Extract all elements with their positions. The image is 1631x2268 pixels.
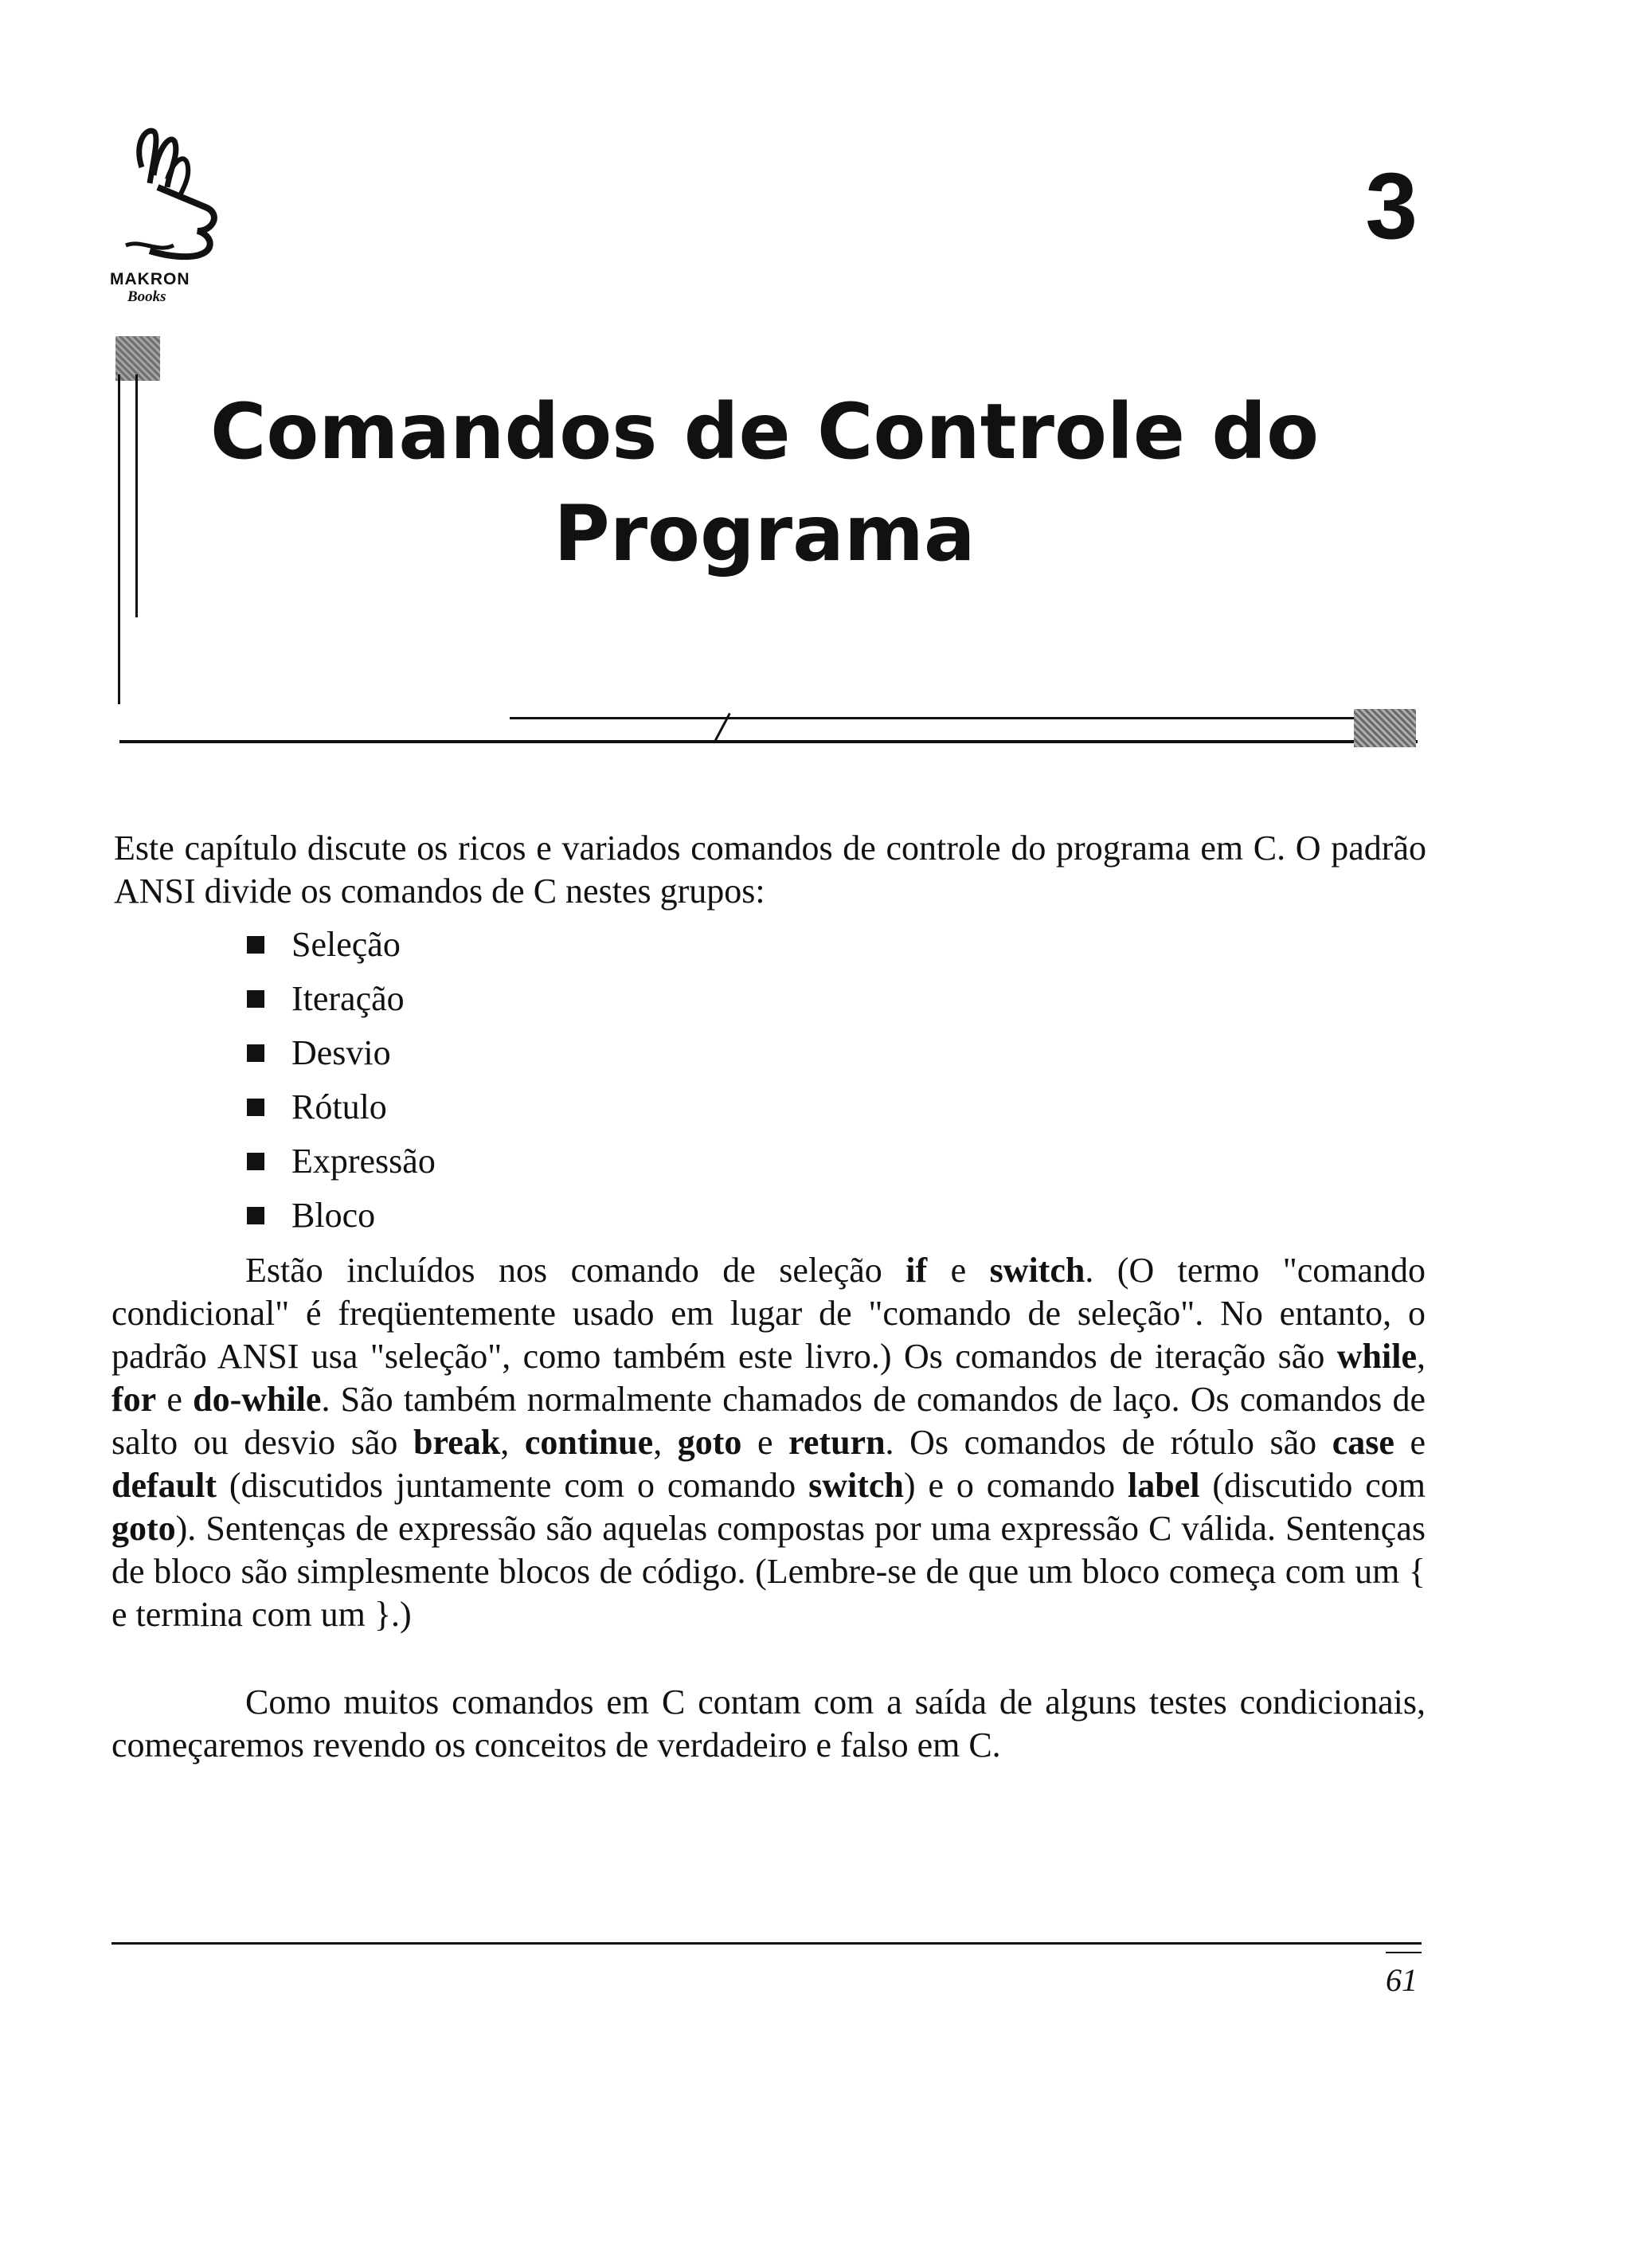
text-run: Estão incluídos nos comando de seleção: [245, 1251, 906, 1290]
keyword: case: [1332, 1423, 1394, 1462]
square-bullet-icon: [247, 936, 264, 954]
list-item: [247, 1189, 884, 1243]
keyword: for: [111, 1380, 157, 1419]
list-item-label: Iteração: [291, 979, 405, 1018]
intro-paragraph: Este capítulo discute os ricos e variados comandos de controle do programa em C. O padrão ANSI divide os comandos de C nestes grupos:: [114, 828, 1426, 911]
title-frame-rule: [118, 374, 120, 704]
title-frame-rule: [510, 717, 1378, 719]
list-item-label: Seleção: [291, 925, 401, 964]
keyword: if: [905, 1251, 928, 1290]
text-run: . (O termo "comando condicional" é freqüentemente usado em lugar de "comando de seleção". No entanto, o padrão ANSI usa "seleção", como também este livro.) Os comandos de iteração são: [111, 1251, 1426, 1376]
footer-rule: [111, 1942, 1422, 1945]
keyword: goto: [677, 1423, 742, 1462]
footer-rule: [1386, 1952, 1422, 1953]
title-frame-end-block: [1354, 709, 1416, 747]
text-run: . São também normalmente chamados de comandos de laço. Os comandos de salto ou desvio são: [111, 1380, 1426, 1462]
text-run: e: [1394, 1423, 1426, 1462]
text-run: (discutidos juntamente com o comando: [217, 1466, 809, 1505]
square-bullet-icon: [247, 990, 264, 1008]
keyword: break: [413, 1423, 501, 1462]
text-run: ,: [653, 1423, 678, 1462]
list-item-label: Rótulo: [291, 1087, 387, 1126]
text-run: . Os comandos de rótulo são: [885, 1423, 1332, 1462]
list-item: [247, 1134, 884, 1189]
logo-wordmark: MAKRON: [110, 270, 190, 288]
text-run: (discutido com: [1199, 1466, 1426, 1505]
title-frame-corner: [115, 336, 160, 381]
list-item-label: Expressão: [291, 1142, 436, 1181]
makron-books-logo-mark: [110, 112, 229, 271]
chapter-title-line: Comandos de Controle do: [209, 387, 1320, 476]
keyword: do-while: [193, 1380, 322, 1419]
keyword: switch: [808, 1466, 904, 1505]
topics-list: [247, 918, 884, 1243]
page-number: 61: [1386, 1962, 1418, 1998]
square-bullet-icon: [247, 1207, 264, 1224]
list-item-label: Bloco: [291, 1196, 376, 1235]
keyword: continue: [524, 1423, 654, 1462]
keyword: while: [1336, 1337, 1417, 1376]
keyword: label: [1128, 1466, 1200, 1505]
square-bullet-icon: [247, 1099, 264, 1116]
keyword: switch: [989, 1251, 1085, 1290]
keyword: default: [111, 1466, 217, 1505]
title-frame-rule: [119, 740, 1418, 743]
text-run: e: [927, 1251, 990, 1290]
keyword: goto: [111, 1509, 176, 1548]
text-run: ). Sentenças de expressão são aquelas compostas por uma expressão C válida. Sentenças de bloco são simplesmente blocos de código. (Lembre-se de que um bloco começa com um { e termina com um }.): [111, 1509, 1426, 1634]
logo-subwordmark: Books: [127, 288, 166, 305]
text-run: ,: [1417, 1337, 1426, 1376]
main-paragraph: [111, 1249, 1426, 1636]
title-frame-rule: [135, 374, 138, 617]
closing-paragraph: Como muitos comandos em C contam com a saída de alguns testes condicionais, começaremos revendo os conceitos de verdadeiro e falso em C.: [111, 1682, 1426, 1765]
keyword: return: [788, 1423, 886, 1462]
publisher-logo: [110, 112, 229, 319]
chapter-title-line: Programa: [553, 489, 976, 578]
list-item-label: Desvio: [291, 1033, 391, 1072]
list-item: [247, 1026, 884, 1080]
text-run: ) e o comando: [903, 1466, 1128, 1505]
square-bullet-icon: [247, 1153, 264, 1170]
text-run: ,: [500, 1423, 525, 1462]
chapter-number: 3: [1365, 154, 1418, 259]
list-item: [247, 972, 884, 1026]
text-run: e: [741, 1423, 789, 1462]
list-item: [247, 918, 884, 972]
list-item: [247, 1080, 884, 1134]
text-run: e: [156, 1380, 194, 1419]
square-bullet-icon: [247, 1044, 264, 1062]
chapter-title: [207, 381, 1322, 585]
